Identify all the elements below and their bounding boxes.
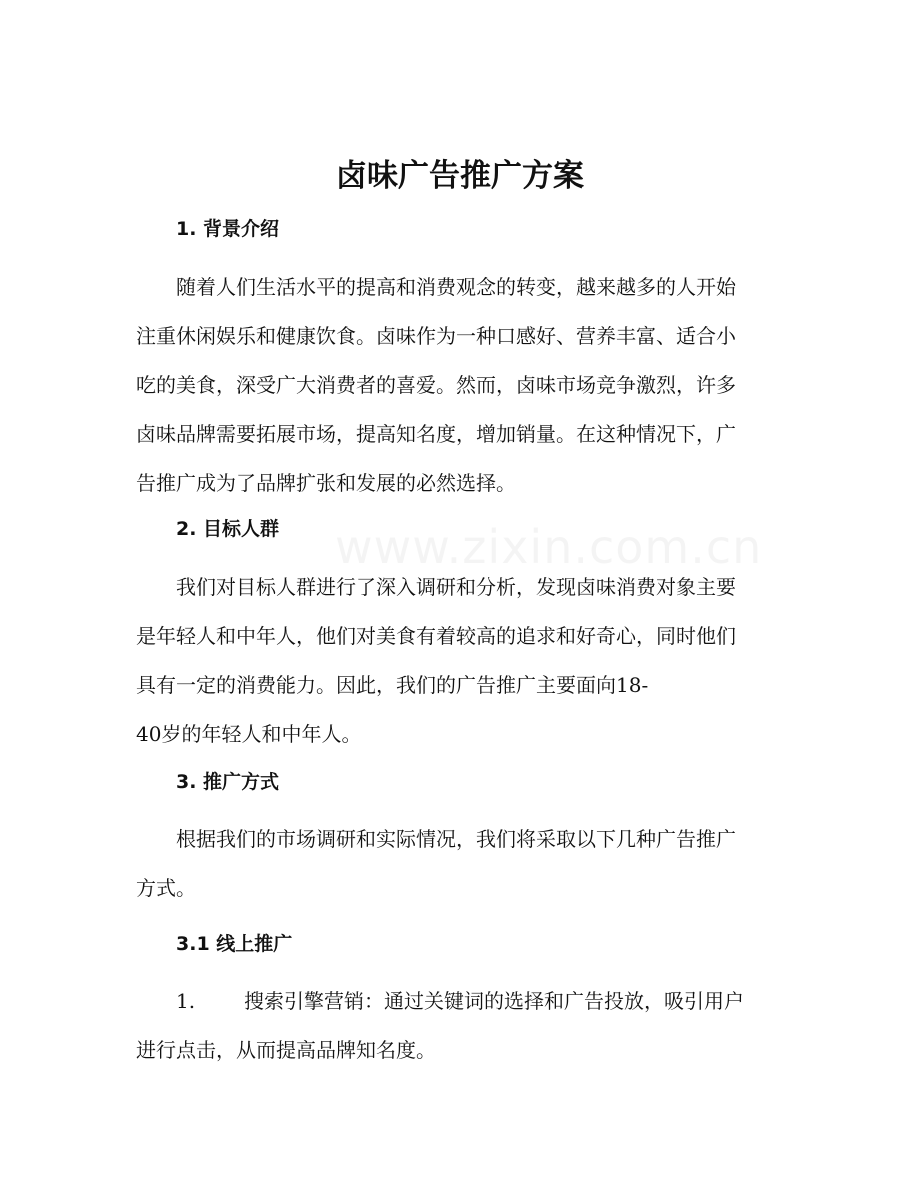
paragraph-line: 注重休闲娱乐和健康饮食。卤味作为一种口感好、营养丰富、适合小 bbox=[136, 324, 736, 348]
paragraph-line: 随着人们生活水平的提高和消费观念的转变，越来越多的人开始 bbox=[176, 275, 736, 299]
list-item-line: 进行点击，从而提高品牌知名度。 bbox=[136, 1038, 436, 1062]
paragraph-line: 具有一定的消费能力。因此，我们的广告推广主要面向18- bbox=[136, 673, 649, 697]
section-heading-online-promotion: 3.1 线上推广 bbox=[176, 933, 293, 955]
paragraph-line: 根据我们的市场调研和实际情况，我们将采取以下几种广告推广 bbox=[176, 827, 736, 851]
paragraph-promotion-methods bbox=[136, 815, 770, 913]
list-item-number: 1. bbox=[176, 989, 196, 1013]
list-item-search-engine-marketing bbox=[136, 977, 770, 1075]
paragraph-line: 是年轻人和中年人，他们对美食有着较高的追求和好奇心，同时他们 bbox=[136, 624, 736, 648]
paragraph-line: 方式。 bbox=[136, 876, 196, 900]
paragraph-background bbox=[136, 263, 770, 508]
section-heading-target-audience: 2. 目标人群 bbox=[176, 518, 280, 540]
section-heading-promotion-methods: 3. 推广方式 bbox=[176, 771, 280, 793]
paragraph-line: 告推广成为了品牌扩张和发展的必然选择。 bbox=[136, 471, 516, 495]
list-item-text: 搜索引擎营销：通过关键词的选择和广告投放，吸引用户 bbox=[244, 989, 744, 1013]
section-heading-background: 1. 背景介绍 bbox=[176, 218, 280, 240]
paragraph-line: 我们对目标人群进行了深入调研和分析，发现卤味消费对象主要 bbox=[176, 575, 736, 599]
paragraph-line: 吃的美食，深受广大消费者的喜爱。然而，卤味市场竞争激烈，许多 bbox=[136, 373, 736, 397]
paragraph-line: 卤味品牌需要拓展市场，提高知名度，增加销量。在这种情况下，广 bbox=[136, 422, 736, 446]
document-title: 卤味广告推广方案 bbox=[336, 158, 584, 194]
paragraph-line: 40岁的年轻人和中年人。 bbox=[136, 722, 362, 746]
paragraph-target-audience bbox=[136, 563, 770, 759]
list-item-line bbox=[136, 977, 770, 1026]
